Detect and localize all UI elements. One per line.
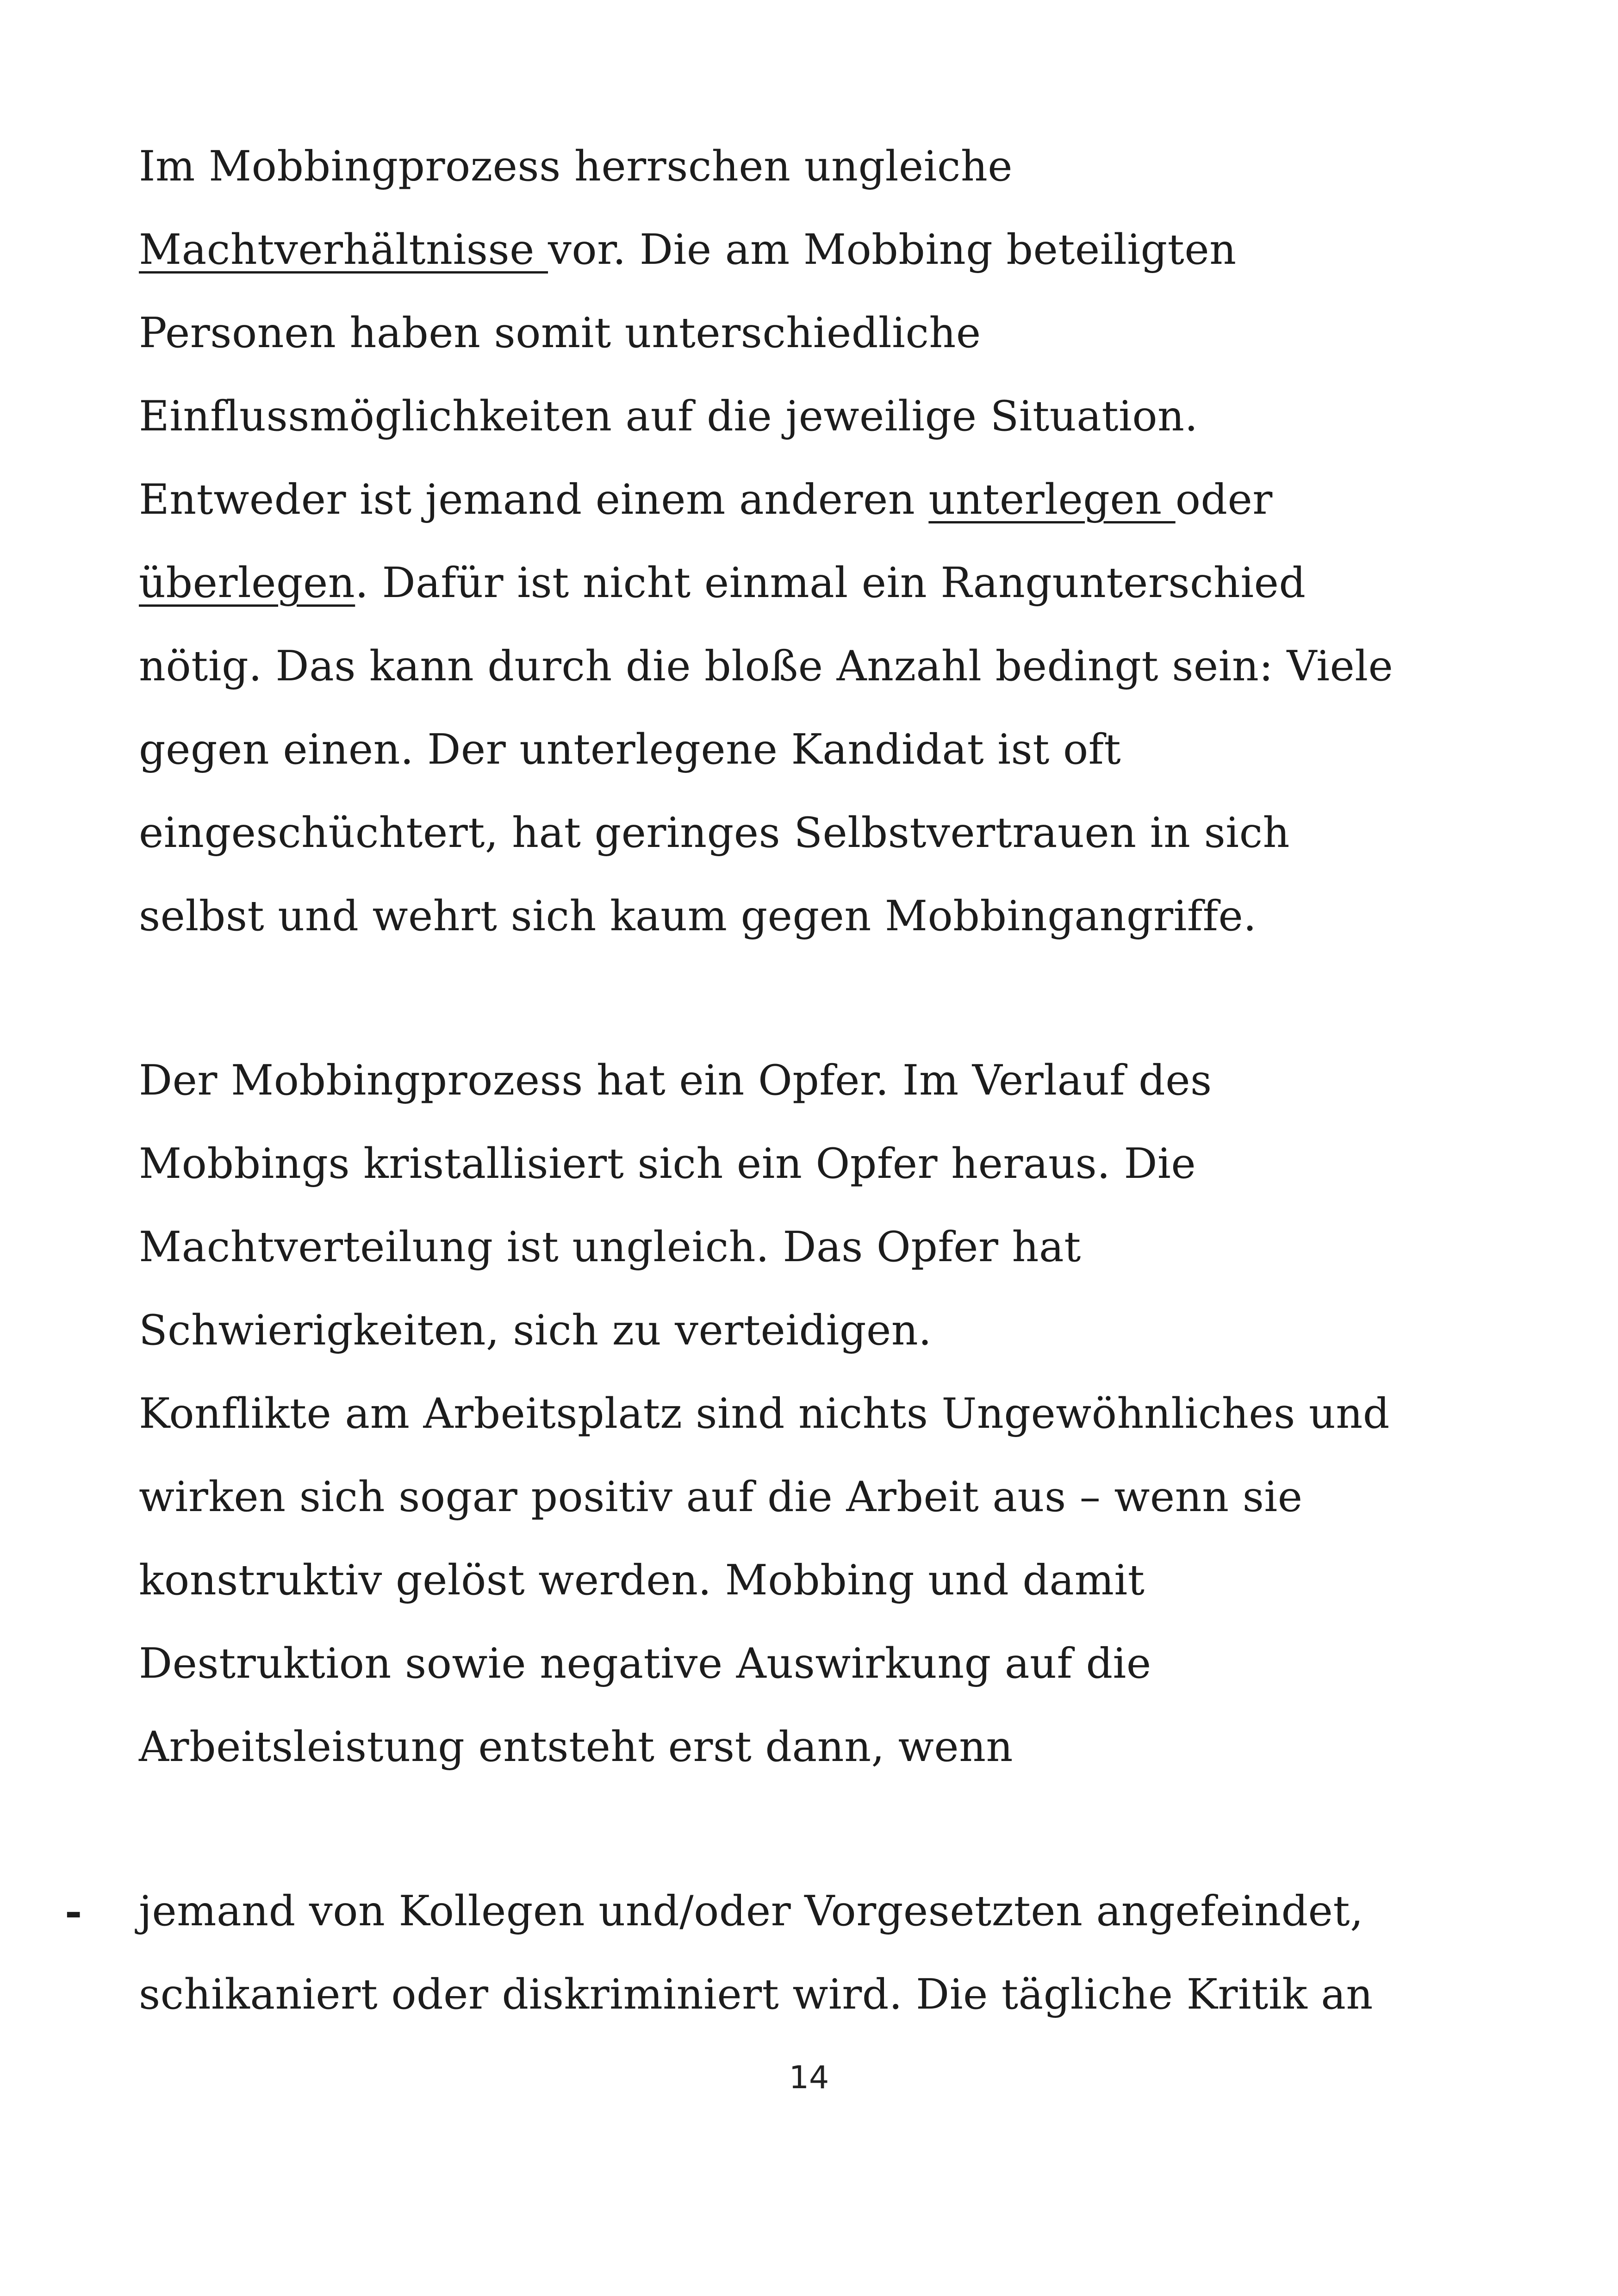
paragraph2-line1: Der Mobbingprozess hat ein Opfer. Im Verlauf des bbox=[139, 1056, 1212, 1105]
paragraph1-line4: Einflussmöglichkeiten auf die jeweilige Situation. bbox=[139, 392, 1198, 441]
paragraph2-line7: konstruktiv gelöst werden. Mobbing und damit bbox=[139, 1556, 1145, 1605]
paragraph1-line7: nötig. Das kann durch die bloße Anzahl bedingt sein: Viele bbox=[139, 642, 1394, 691]
paragraph1-line8: gegen einen. Der unterlegene Kandidat ist oft bbox=[139, 725, 1121, 774]
paragraph2-line3: Machtverteilung ist ungleich. Das Opfer hat bbox=[139, 1223, 1081, 1271]
paragraph1-line5-start: Entweder ist jemand einem anderen bbox=[139, 475, 929, 524]
paragraph1-line9: eingeschüchtert, hat geringes Selbstvertrauen in sich bbox=[139, 809, 1290, 857]
list-bullet-dash: - bbox=[65, 1887, 82, 1936]
paragraph1-line6 bbox=[139, 555, 1306, 611]
paragraph1-line1: Im Mobbingprozess herrschen ungleiche bbox=[139, 142, 1013, 191]
page-number: 14 bbox=[789, 2060, 829, 2096]
underlined-term-ueberlegen: überlegen bbox=[139, 559, 355, 607]
paragraph2-line4: Schwierigkeiten, sich zu verteidigen. bbox=[139, 1306, 932, 1355]
paragraph2-line2: Mobbings kristallisiert sich ein Opfer heraus. Die bbox=[139, 1139, 1196, 1188]
paragraph2-line5: Konflikte am Arbeitsplatz sind nichts Ungewöhnliches und bbox=[139, 1389, 1390, 1438]
paragraph1-line2-rest: vor. Die am Mobbing beteiligten bbox=[548, 225, 1237, 274]
list-item1-line2: schikaniert oder diskriminiert wird. Die tägliche Kritik an bbox=[139, 1970, 1373, 2019]
paragraph1-line6-rest: . Dafür ist nicht einmal ein Rangunterschied bbox=[355, 559, 1306, 607]
paragraph1-line3: Personen haben somit unterschiedliche bbox=[139, 309, 981, 357]
paragraph1-line2 bbox=[139, 222, 1237, 278]
list-item1-line1: jemand von Kollegen und/oder Vorgesetzten angefeindet, bbox=[139, 1887, 1364, 1935]
paragraph1-line5-end: oder bbox=[1175, 475, 1273, 524]
paragraph1-line5 bbox=[139, 472, 1273, 528]
underlined-term-unterlegen: unterlegen bbox=[928, 475, 1176, 524]
underlined-term-machtverhaeltnisse: Machtverhältnisse bbox=[139, 225, 548, 274]
paragraph2-line9: Arbeitsleistung entsteht erst dann, wenn bbox=[139, 1723, 1013, 1771]
paragraph2-line8: Destruktion sowie negative Auswirkung auf die bbox=[139, 1639, 1151, 1688]
paragraph2-line6: wirken sich sogar positiv auf die Arbeit aus – wenn sie bbox=[139, 1473, 1303, 1521]
paragraph1-line10: selbst und wehrt sich kaum gegen Mobbingangriffe. bbox=[139, 892, 1257, 940]
